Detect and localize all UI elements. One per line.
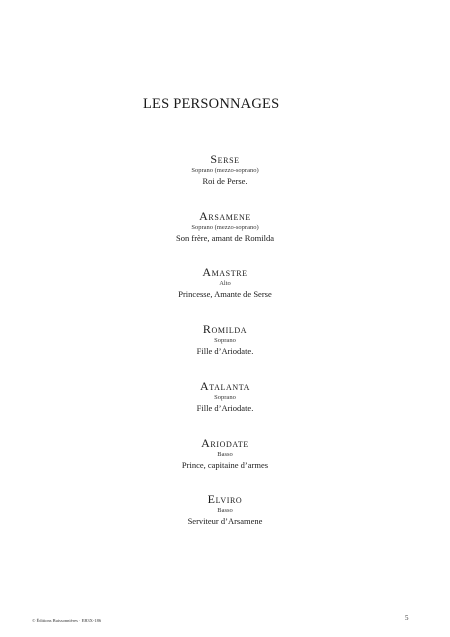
character-description: Son frère, amant de Romilda [176, 233, 274, 243]
character-name: Elviro [207, 492, 243, 506]
character-entry-elviro [0, 492, 450, 527]
character-description: Fille d’Ariodate. [196, 346, 254, 356]
character-entry-romilda [0, 322, 450, 357]
character-name: Serse [210, 152, 240, 166]
character-entry-ariodate [0, 436, 450, 471]
character-entry-amastre [0, 265, 450, 300]
character-description: Roi de Perse. [202, 176, 248, 186]
character-description: Serviteur d’Arsamene [187, 516, 263, 526]
character-name: Atalanta [200, 379, 250, 393]
footer-copyright: © Éditions Buissonnières · EB3X-186 [32, 618, 102, 623]
character-entry-atalanta [0, 379, 450, 414]
character-description: Princesse, Amante de Serse [178, 289, 272, 299]
character-voice: Basso [217, 507, 233, 514]
character-name: Ariodate [201, 436, 249, 450]
character-voice: Soprano [214, 337, 236, 344]
character-entry-serse [0, 152, 450, 187]
character-voice: Basso [217, 451, 233, 458]
character-voice: Soprano (mezzo-soprano) [191, 167, 259, 174]
character-name: Amastre [202, 265, 248, 279]
character-voice: Soprano (mezzo-soprano) [191, 224, 259, 231]
character-name: Romilda [202, 322, 248, 336]
page-number: 5 [405, 614, 409, 622]
character-voice: Alto [219, 280, 231, 287]
page-title: LES PERSONNAGES [143, 96, 280, 112]
character-name: Arsamene [199, 209, 251, 223]
character-voice: Soprano [214, 394, 236, 401]
character-description: Fille d’Ariodate. [196, 403, 254, 413]
character-entry-arsamene [0, 209, 450, 244]
character-description: Prince, capitaine d’armes [181, 460, 269, 470]
